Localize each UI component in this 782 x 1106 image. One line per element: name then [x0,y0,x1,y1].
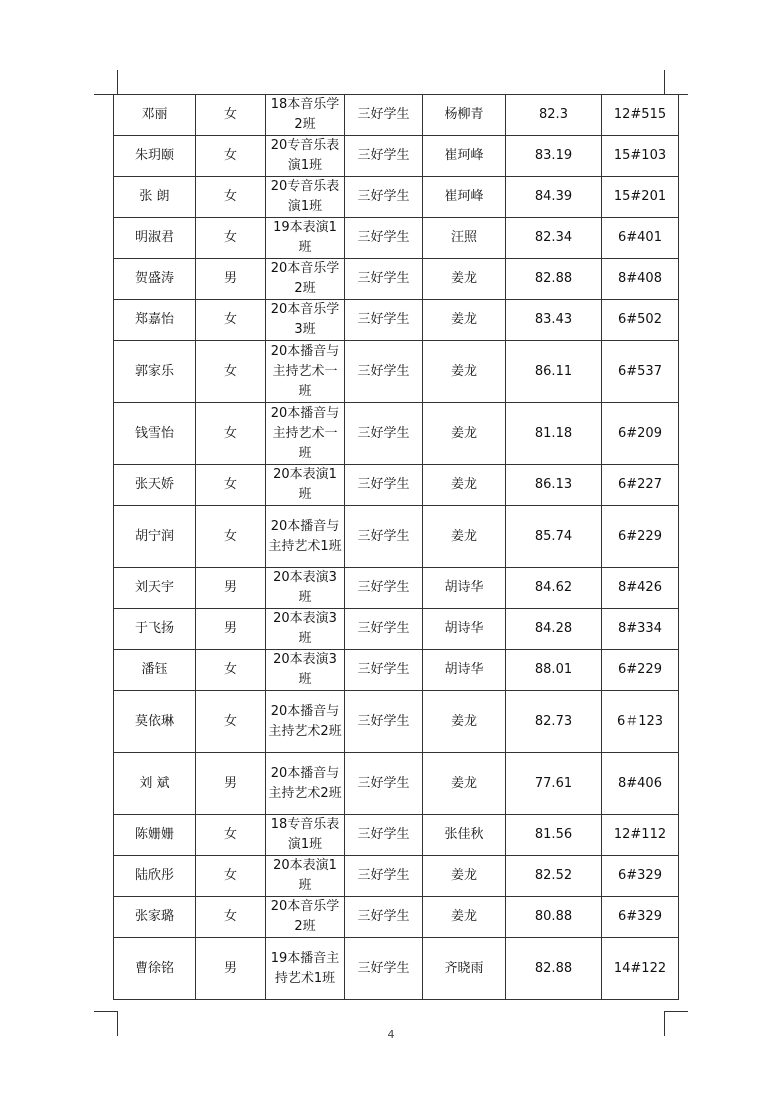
gender-cell: 男 [196,259,266,300]
score-cell: 88.01 [506,650,602,691]
student-name-cell: 刘 斌 [114,753,196,815]
advisor-cell: 姜龙 [423,506,506,568]
score-cell: 82.73 [506,691,602,753]
gender-cell: 女 [196,506,266,568]
gender-cell: 女 [196,177,266,218]
dorm-cell: 6#502 [602,300,679,341]
score-cell: 85.74 [506,506,602,568]
crop-mark-bottom-left-horizontal [94,1011,118,1012]
advisor-cell: 姜龙 [423,691,506,753]
class-cell: 20专音乐表演1班 [266,177,345,218]
gender-cell: 女 [196,691,266,753]
honor-cell: 三好学生 [345,465,423,506]
table-row [114,568,679,609]
student-name-cell: 贺盛涛 [114,259,196,300]
honor-cell: 三好学生 [345,136,423,177]
advisor-cell: 崔珂峰 [423,136,506,177]
student-name-cell: 张天娇 [114,465,196,506]
dorm-cell: 6#227 [602,465,679,506]
score-cell: 82.88 [506,259,602,300]
advisor-cell: 胡诗华 [423,568,506,609]
table-row [114,506,679,568]
dorm-cell: 6＃123 [602,691,679,753]
class-cell: 18专音乐表演1班 [266,815,345,856]
dorm-cell: 6#329 [602,897,679,938]
dorm-cell: 15#103 [602,136,679,177]
advisor-cell: 姜龙 [423,259,506,300]
honor-cell: 三好学生 [345,218,423,259]
dorm-cell: 12#515 [602,95,679,136]
table-row [114,259,679,300]
score-cell: 77.61 [506,753,602,815]
honor-cell: 三好学生 [345,568,423,609]
student-name-cell: 胡宁润 [114,506,196,568]
student-name-cell: 张家璐 [114,897,196,938]
dorm-cell: 6#537 [602,341,679,403]
gender-cell: 女 [196,300,266,341]
dorm-cell: 15#201 [602,177,679,218]
dorm-cell: 8#408 [602,259,679,300]
honor-cell: 三好学生 [345,341,423,403]
table-row [114,856,679,897]
score-cell: 82.3 [506,95,602,136]
advisor-cell: 张佳秋 [423,815,506,856]
dorm-cell: 6#229 [602,506,679,568]
gender-cell: 女 [196,95,266,136]
advisor-cell: 姜龙 [423,403,506,465]
class-cell: 19本表演1班 [266,218,345,259]
honor-cell: 三好学生 [345,95,423,136]
honor-cell: 三好学生 [345,650,423,691]
student-name-cell: 明淑君 [114,218,196,259]
advisor-cell: 姜龙 [423,856,506,897]
class-cell: 20本播音与主持艺术2班 [266,691,345,753]
class-cell: 20本播音与主持艺术1班 [266,506,345,568]
score-cell: 82.88 [506,938,602,1000]
student-name-cell: 钱雪怡 [114,403,196,465]
class-cell: 20本表演3班 [266,568,345,609]
dorm-cell: 8#426 [602,568,679,609]
honor-cell: 三好学生 [345,938,423,1000]
dorm-cell: 6#229 [602,650,679,691]
honor-cell: 三好学生 [345,403,423,465]
score-cell: 82.52 [506,856,602,897]
table-row [114,753,679,815]
dorm-cell: 6#329 [602,856,679,897]
advisor-cell: 胡诗华 [423,650,506,691]
advisor-cell: 姜龙 [423,897,506,938]
advisor-cell: 齐晓雨 [423,938,506,1000]
score-cell: 81.56 [506,815,602,856]
table-row [114,650,679,691]
dorm-cell: 6#401 [602,218,679,259]
score-cell: 84.28 [506,609,602,650]
student-name-cell: 陈姗姗 [114,815,196,856]
class-cell: 20本表演3班 [266,609,345,650]
student-name-cell: 张 朗 [114,177,196,218]
honor-cell: 三好学生 [345,609,423,650]
honor-cell: 三好学生 [345,691,423,753]
gender-cell: 男 [196,938,266,1000]
class-cell: 20本播音与主持艺术2班 [266,753,345,815]
class-cell: 20本播音与主持艺术一班 [266,403,345,465]
gender-cell: 女 [196,218,266,259]
dorm-cell: 8#406 [602,753,679,815]
gender-cell: 女 [196,815,266,856]
table-row [114,897,679,938]
table-row [114,300,679,341]
crop-mark-bottom-right-horizontal [664,1011,688,1012]
honor-cell: 三好学生 [345,259,423,300]
gender-cell: 女 [196,341,266,403]
table-row [114,609,679,650]
honor-cell: 三好学生 [345,815,423,856]
table-row [114,95,679,136]
student-name-cell: 曹徐铭 [114,938,196,1000]
student-name-cell: 郭家乐 [114,341,196,403]
score-cell: 82.34 [506,218,602,259]
student-name-cell: 刘天宇 [114,568,196,609]
table-row [114,465,679,506]
gender-cell: 女 [196,856,266,897]
table-row [114,177,679,218]
page-number: 4 [387,1028,395,1041]
class-cell: 20本播音与主持艺术一班 [266,341,345,403]
honor-cell: 三好学生 [345,753,423,815]
table-row [114,691,679,753]
table-row [114,136,679,177]
advisor-cell: 崔珂峰 [423,177,506,218]
score-cell: 84.39 [506,177,602,218]
dorm-cell: 12#112 [602,815,679,856]
student-name-cell: 陆欣彤 [114,856,196,897]
student-name-cell: 于飞扬 [114,609,196,650]
honor-cell: 三好学生 [345,177,423,218]
table-row [114,938,679,1000]
class-cell: 19本播音主持艺术1班 [266,938,345,1000]
gender-cell: 女 [196,465,266,506]
honor-cell: 三好学生 [345,897,423,938]
student-name-cell: 郑嘉怡 [114,300,196,341]
student-name-cell: 邓丽 [114,95,196,136]
class-cell: 20本音乐学2班 [266,897,345,938]
score-cell: 81.18 [506,403,602,465]
advisor-cell: 姜龙 [423,300,506,341]
score-cell: 80.88 [506,897,602,938]
table-row [114,403,679,465]
dorm-cell: 8#334 [602,609,679,650]
advisor-cell: 姜龙 [423,753,506,815]
score-cell: 83.19 [506,136,602,177]
score-cell: 84.62 [506,568,602,609]
student-name-cell: 朱玥颐 [114,136,196,177]
score-cell: 86.13 [506,465,602,506]
dorm-cell: 14#122 [602,938,679,1000]
dorm-cell: 6#209 [602,403,679,465]
class-cell: 20专音乐表演1班 [266,136,345,177]
advisor-cell: 姜龙 [423,341,506,403]
student-name-cell: 莫依琳 [114,691,196,753]
gender-cell: 女 [196,136,266,177]
gender-cell: 女 [196,897,266,938]
class-cell: 20本表演1班 [266,856,345,897]
gender-cell: 男 [196,609,266,650]
advisor-cell: 杨柳青 [423,95,506,136]
gender-cell: 男 [196,568,266,609]
advisor-cell: 胡诗华 [423,609,506,650]
class-cell: 20本表演1班 [266,465,345,506]
student-honor-table [113,94,679,1000]
advisor-cell: 姜龙 [423,465,506,506]
honor-cell: 三好学生 [345,856,423,897]
table-row [114,218,679,259]
class-cell: 20本表演3班 [266,650,345,691]
gender-cell: 男 [196,753,266,815]
crop-mark-top-right-vertical [664,70,665,94]
table-body [114,95,679,1000]
gender-cell: 女 [196,403,266,465]
student-name-cell: 潘钰 [114,650,196,691]
honor-cell: 三好学生 [345,506,423,568]
crop-mark-top-left-vertical [117,70,118,94]
table-row [114,341,679,403]
advisor-cell: 汪照 [423,218,506,259]
gender-cell: 女 [196,650,266,691]
score-cell: 86.11 [506,341,602,403]
table-row [114,815,679,856]
class-cell: 20本音乐学2班 [266,259,345,300]
class-cell: 18本音乐学2班 [266,95,345,136]
score-cell: 83.43 [506,300,602,341]
class-cell: 20本音乐学3班 [266,300,345,341]
honor-cell: 三好学生 [345,300,423,341]
